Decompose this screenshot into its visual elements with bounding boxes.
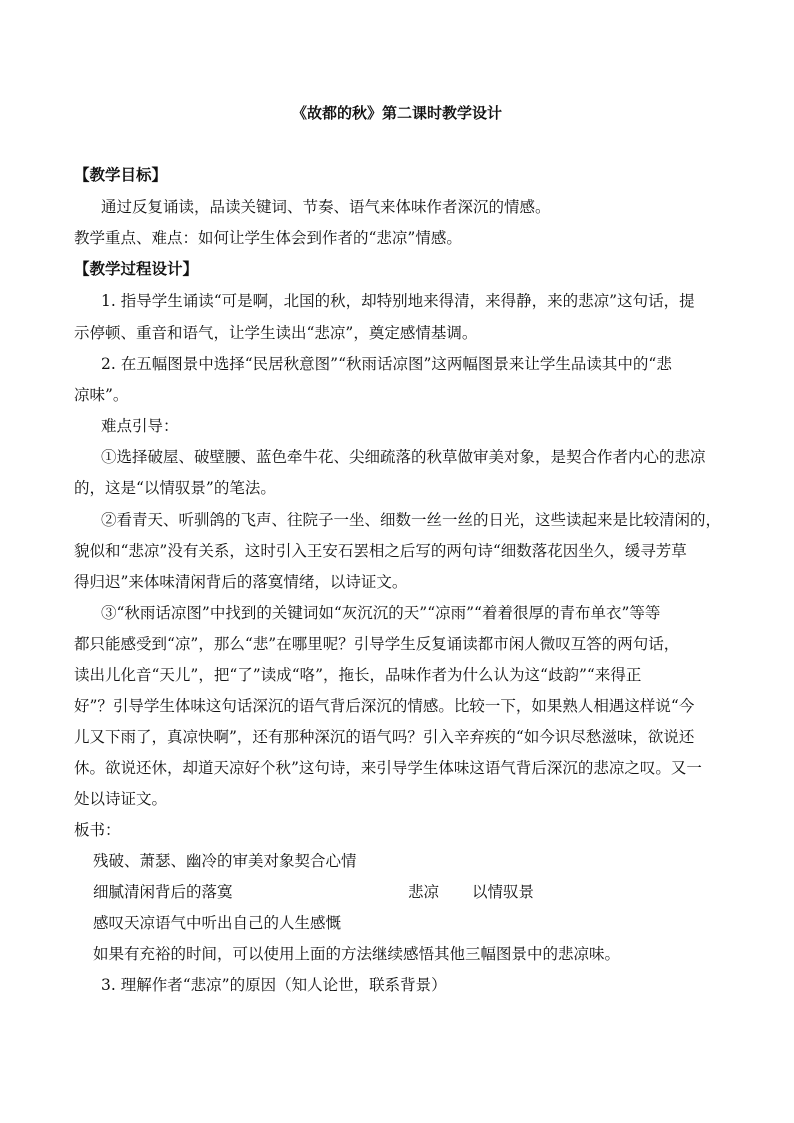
step-1-line-1: 1. 指导学生诵读“可是啊，北国的秋，却特别地来得清，来得静，来的悲凉”这句话，提 [101,292,695,310]
difficulty-3-line-1: ③“秋雨话凉图”中找到的关键词如“灰沉沉的天”“凉雨”“着着很厚的青布单衣”等等 [101,604,661,622]
difficulty-3-line-3: 读出儿化音“天儿”，把“了”读成“咯”，拖长，品味作者为什么认为这“歧韵”“来得正 [74,666,642,684]
difficulty-2-line-1: ②看青天、听驯鸽的飞声、往院子一坐、细数一丝一丝的日光，这些读起来是比较清闲的， [101,511,722,529]
difficulty-heading: 难点引导： [101,417,179,435]
step-2-line-1: 2. 在五幅图景中选择“民居秋意图”“秋雨话凉图”这两幅图景来让学生品读其中的“悲 [101,355,672,373]
board-line-2 [93,882,753,902]
board-label: 板书： [74,821,121,839]
step-3-text: 3. 理解作者“悲凉”的原因（知人论世，联系背景） [101,976,447,994]
board-line-2-left: 细腻清闲背后的落寞 [93,883,233,901]
board-line-1: 残破、萧瑟、幽冷的审美对象契合心情 [93,852,357,870]
section-heading-goal: 【教学目标】 [74,165,168,184]
step-2-line-2: 凉味”。 [74,386,129,404]
goal-text: 通过反复诵读，品读关键词、节奏、语气来体味作者深沉的情感。 [101,198,551,216]
difficulty-3-line-2: 都只能感受到“凉”，那么“悲”在哪里呢？引导学生反复诵读都市闲人微叹互答的两句话， [74,635,680,653]
board-line-2-mid: 悲凉 [408,883,440,901]
board-line-2-right: 以情驭景 [472,883,535,901]
difficulty-3-line-4: 好”？引导学生体味这句话深沉的语气背后深沉的情感。比较一下，如果熟人相遇这样说“今 [74,697,695,715]
board-line-3: 感叹天凉语气中听出自己的人生感慨 [93,914,342,932]
difficulty-2-line-2: 貌似和“悲凉”没有关系，这时引入王安石罢相之后写的两句诗“细数落花因坐久，缓寻芳草 [74,542,687,560]
difficulty-1-line-2: 的，这是“以情驭景”的笔法。 [74,479,276,497]
extra-note: 如果有充裕的时间，可以使用上面的方法继续感悟其他三幅图景中的悲凉味。 [93,945,621,963]
difficulty-2-line-3: 得归迟”来体味清闲背后的落寞情绪，以诗证文。 [74,573,408,591]
difficulty-1-line-1: ①选择破屋、破壁腰、蓝色牵牛花、尖细疏落的秋草做审美对象，是契合作者内心的悲凉 [101,448,706,466]
section-heading-process: 【教学过程设计】 [74,259,199,278]
difficulty-3-line-5: 儿又下雨了，真凉快啊”，还有那种深沉的语气吗？引入辛弃疾的“如今识尽愁滋味，欲说还 [74,728,695,746]
key-points-text: 教学重点、难点：如何让学生体会到作者的“悲凉”情感。 [74,229,462,247]
difficulty-3-line-6: 休。欲说还休，却道天凉好个秋”这句诗，来引导学生体味这语气背后深沉的悲凉之叹。又一 [74,759,702,777]
difficulty-3-line-7: 处以诗证文。 [74,790,168,808]
document-title: 《故都的秋》第二课时教学设计 [291,104,502,122]
step-1-line-2: 示停顿、重音和语气，让学生读出“悲凉”，奠定感情基调。 [74,324,478,342]
